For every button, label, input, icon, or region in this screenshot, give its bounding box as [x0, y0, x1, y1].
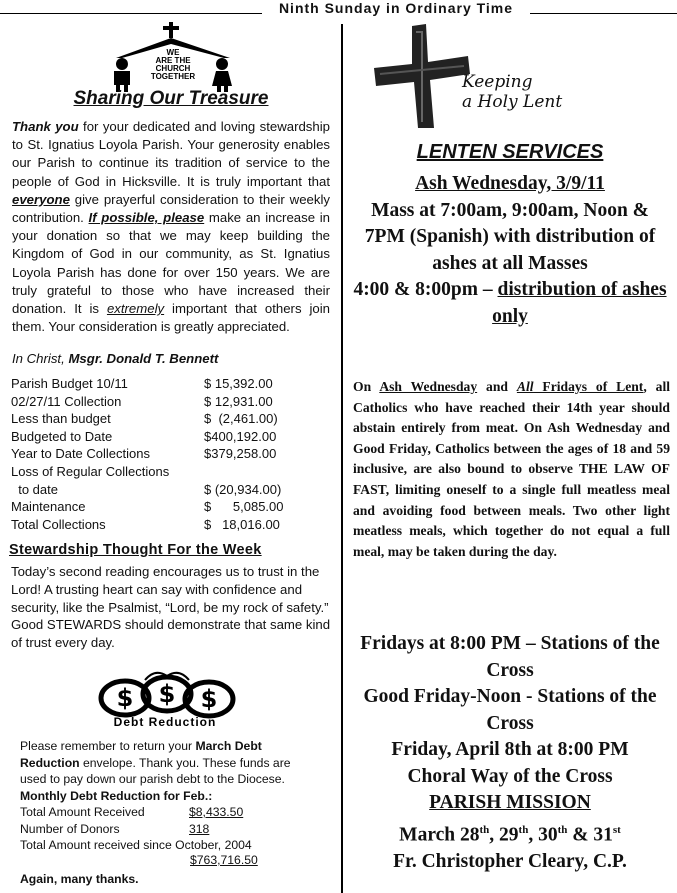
debt-value: $8,433.50: [189, 805, 244, 819]
thanks-text-2: give prayerful consideration to their weekly contribution.: [12, 191, 330, 226]
logo-text-1: WE: [166, 48, 180, 57]
mission-dates: [350, 817, 670, 849]
budget-row: [11, 410, 331, 428]
budget-label: Year to Date Collections: [11, 446, 150, 462]
parish-mission: PARISH MISSION: [429, 792, 591, 813]
budget-label: Budgeted to Date: [11, 428, 113, 444]
budget-value: $ 18,016.00: [204, 516, 280, 532]
ash-cross-icon: [372, 22, 472, 130]
para-all: All: [516, 379, 534, 394]
budget-row: [11, 481, 331, 499]
para-text-0: On: [353, 379, 380, 394]
page-header: [0, 0, 677, 16]
budget-label: 02/27/11 Collection: [11, 393, 122, 409]
march-sup-4: st: [612, 823, 621, 836]
header-rule-right: [530, 13, 677, 14]
march-sup-3: th: [557, 823, 568, 836]
debt-bold-1: March Debt Reduction: [20, 739, 262, 770]
dollar-icon: $: [200, 685, 218, 713]
header-rule-left: [0, 13, 262, 14]
debt-row: [20, 821, 320, 838]
lenten-services-title: LENTEN SERVICES: [416, 141, 604, 163]
thanks-text-1: for your dedicated and loving stewardship to St. Ignatius Loyola Parish. Your generosity enables our Parish to continue its tradition of service to the people of God in Hicksville. It is truly important that: [12, 119, 331, 189]
sharing-title: Sharing Our Treasure: [73, 88, 269, 109]
march-sup-2: th: [518, 823, 529, 836]
ash-wednesday-block: [350, 171, 670, 330]
debt-label: Total Amount Received: [20, 805, 145, 819]
header-title: Ninth Sunday in Ordinary Time: [278, 0, 514, 16]
march-sup-1: th: [479, 823, 490, 836]
signature: [12, 351, 330, 366]
thanks-lead: Thank you: [12, 119, 79, 134]
debt-label: Number of Donors: [20, 821, 120, 836]
debt-logo-caption: Debt Reduction: [113, 715, 217, 729]
fridays-block: [350, 631, 670, 875]
para-text-1: and: [477, 379, 517, 394]
stewardship-body: Today’s second reading encourages us to trust in the Lord! A trusting heart can say with confidence and security, like the Psalmist, “Lord, be my rock of safety.” Good STEWARDS should demonstrate that same kind of trust every day.: [11, 564, 331, 651]
march-date-1: March 28: [399, 824, 480, 845]
closing-thanks: Again, many thanks.: [20, 872, 139, 886]
signature-prefix: In Christ,: [12, 351, 69, 366]
church-together-logo: [108, 22, 238, 92]
dollar-icon: $: [116, 684, 134, 712]
april-8-line: Friday, April 8th at 8:00 PM: [391, 739, 629, 760]
budget-row: [11, 428, 331, 446]
choral-way: Choral Way of the Cross: [407, 765, 613, 787]
march-date-3: , 30: [528, 824, 558, 845]
para-fridays: Fridays of Lent: [533, 379, 644, 394]
para-ash-wednesday: Ash Wednesday: [379, 379, 478, 394]
logo-text-4: TOGETHER: [150, 72, 196, 81]
budget-label: Loss of Regular Collections: [11, 463, 170, 479]
ash-only-text: distribution of ashes only: [492, 279, 667, 327]
column-divider: [341, 24, 343, 893]
budget-label: to date: [11, 481, 58, 497]
budget-value: $ 15,392.00: [204, 376, 273, 391]
debt-reminder: [20, 738, 320, 804]
budget-label: Total Collections: [11, 516, 106, 532]
abstinence-paragraph: [353, 377, 670, 562]
debt-table: [20, 804, 320, 837]
debt-bold-2: Monthly Debt Reduction for Feb.:: [20, 788, 213, 803]
thanks-if-possible: If possible, please: [88, 210, 205, 226]
thanks-extremely: extremely: [106, 301, 165, 317]
ash-only-prefix: 4:00 & 8:00pm –: [353, 279, 498, 300]
thanks-paragraph: [12, 118, 330, 336]
ash-only-line: [350, 277, 670, 330]
mass-times: Mass at 7:00am, 9:00am, Noon & 7PM (Spanish) with distribution of ashes at all Masses: [364, 199, 656, 274]
debt-reduction-logo: [75, 668, 255, 730]
march-date-4: & 31: [567, 824, 613, 845]
since-label: Total Amount received since October, 2004: [20, 838, 252, 852]
budget-value: $400,192.00: [204, 428, 277, 444]
figure-left-icon: [116, 58, 128, 70]
keeping-holy-lent: [462, 72, 662, 112]
budget-row: [11, 463, 331, 481]
budget-row: [11, 375, 331, 393]
budget-value: $ (20,934.00): [204, 481, 282, 497]
budget-row: [11, 498, 331, 516]
thanks-everyone: everyone: [12, 191, 70, 207]
logo-text-2: ARE THE: [155, 56, 191, 65]
debt-text-1: Please remember to return your: [20, 739, 196, 753]
ash-date: Ash Wednesday, 3/9/11: [415, 173, 605, 194]
budget-value: $ (2,461.00): [204, 411, 278, 427]
dollar-icon: $: [158, 680, 176, 708]
keeping-line-1: Keeping: [462, 72, 533, 92]
budget-row: [11, 445, 331, 463]
budget-label: Parish Budget 10/11: [11, 376, 128, 391]
para-text-2: , all Catholics who have reached their 14th year should abstain entirely from meat. On Ash Wednesday and Good Friday, Catholics between the ages of 18 and 59 inclusive, are also bound to observe THE LAW OF FAST, limiting oneself to a single full meatless meal and avoiding food between meals. Two other light meatless meals, which together do not equal a full meal, may be taken during the day.: [353, 379, 671, 559]
thanks-text-3: make an increase in your donation so that we may keep building the Kingdom of God in our community, as St. Ignatius Loyola Parish has done for over 150 years. We are truly grateful to those who have increased their donation. It is: [12, 210, 330, 317]
keeping-line-2: a Holy Lent: [462, 92, 563, 112]
stewardship-title: Stewardship Thought For the Week: [9, 542, 262, 558]
budget-table: [11, 375, 331, 533]
signature-name: Msgr. Donald T. Bennett: [68, 351, 219, 366]
budget-row: [11, 516, 331, 534]
debt-value: 318: [189, 821, 210, 836]
budget-label: Less than budget: [11, 411, 111, 427]
debt-text-2: envelope. Thank you. These funds are used to pay down our parish debt to the Diocese.: [20, 755, 291, 787]
good-friday-stations: Good Friday-Noon - Stations of the Cross: [363, 686, 657, 734]
march-date-2: , 29: [489, 824, 519, 845]
since-value: $763,716.50: [190, 853, 258, 867]
budget-value: $ 5,085.00: [204, 499, 284, 515]
debt-row: [20, 804, 320, 821]
budget-value: $379,258.00: [204, 446, 277, 462]
logo-text-3: CHURCH: [155, 64, 191, 73]
budget-label: Maintenance: [11, 499, 86, 515]
figure-right-icon: [216, 58, 228, 70]
mission-priest: Fr. Christopher Cleary, C.P.: [393, 850, 627, 872]
fridays-stations: Fridays at 8:00 PM – Stations of the Cross: [360, 633, 660, 681]
thanks-text-4: important that others join them. Your consideration is greatly appreciated.: [12, 301, 331, 335]
budget-value: $ 12,931.00: [204, 393, 273, 409]
budget-row: [11, 393, 331, 411]
